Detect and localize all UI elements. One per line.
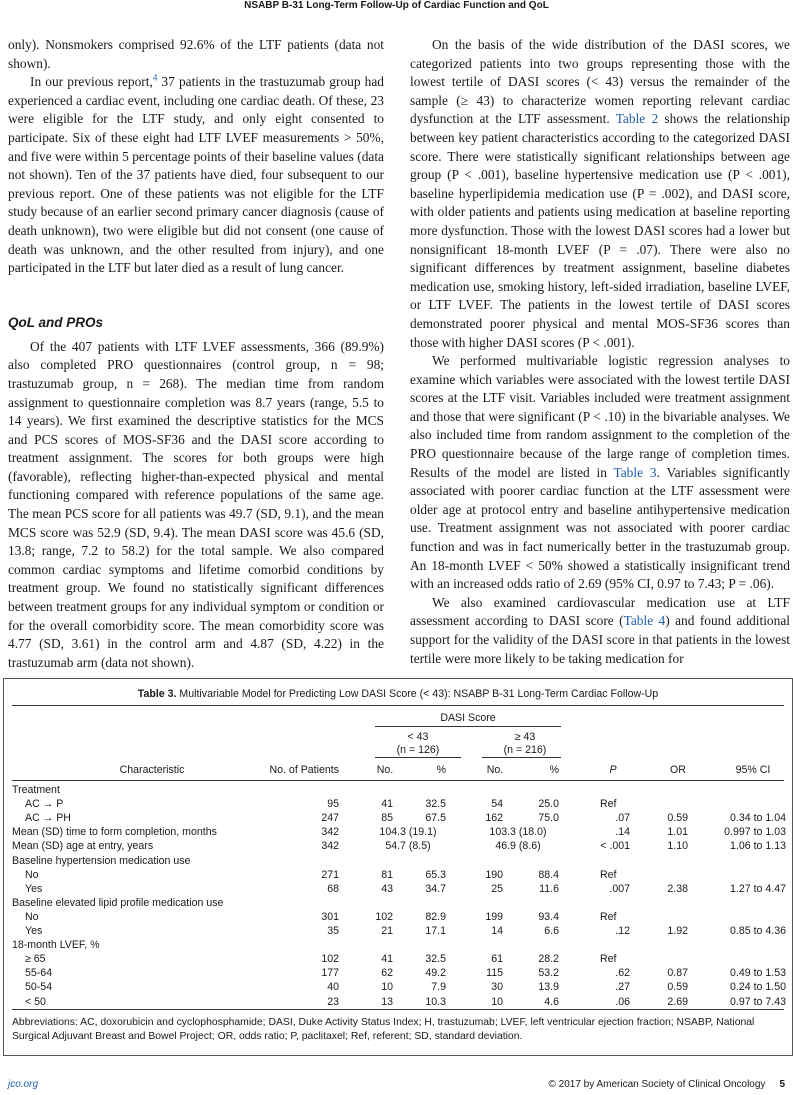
table-cell: 0.97 to 7.43 <box>730 995 786 1008</box>
row-label: Mean (SD) age at entry, years <box>12 840 154 853</box>
table-cell: .007 <box>609 882 630 895</box>
table-cell: 7.9 <box>431 981 446 994</box>
footer-copyright <box>549 1079 785 1090</box>
paragraph <box>8 73 384 278</box>
table-cell: 14 <box>491 925 503 937</box>
table-cell: 190 <box>485 868 503 881</box>
table-cell: 342 <box>321 840 339 853</box>
copyright-text: © 2017 by American Society of Clinical Oncology <box>548 1079 766 1090</box>
paragraph-text: In our previous report, <box>30 74 153 90</box>
table-cell: 88.4 <box>538 868 559 881</box>
table-cell: 62 <box>381 967 393 980</box>
table-cell: 10 <box>381 981 393 994</box>
row-label: Yes <box>25 882 43 895</box>
table-cell: 104.3 (19.1) <box>379 826 437 839</box>
table-cell: .07 <box>615 812 630 825</box>
table-cell: .62 <box>615 967 630 980</box>
table-cell: 23 <box>327 995 339 1008</box>
table-cell: 2.69 <box>667 995 688 1008</box>
paragraph-text: We also examined cardiovascular medication use at LTF assessment according to DASI score ( <box>410 594 790 629</box>
table-cell: 103.3 (18.0) <box>489 826 547 839</box>
table-cell: Ref <box>600 953 617 966</box>
running-head: NSABP B-31 Long-Term Follow-Up of Cardiac Function and QoL <box>244 0 549 11</box>
table-3-link[interactable]: Table 3 <box>613 464 657 480</box>
left-column <box>8 36 384 672</box>
table-rule <box>12 780 784 781</box>
group-ge43: ≥ 43 <box>514 731 536 743</box>
column-header: Characteristic <box>119 764 185 776</box>
row-label: Mean (SD) time to form completion, months <box>12 826 217 839</box>
table-label: Table 3. <box>137 688 177 700</box>
row-label: AC → PH <box>25 812 71 825</box>
group-ge43-n: (n = 216) <box>503 744 547 756</box>
table-cell: 13 <box>381 995 393 1008</box>
table-rule <box>12 1009 784 1010</box>
reference-link[interactable]: 4 <box>152 72 158 83</box>
table-rule <box>375 757 461 758</box>
paragraph <box>410 594 790 668</box>
section-heading: QoL and PROs <box>8 314 104 330</box>
table-cell: 28.2 <box>538 953 559 966</box>
table-cell: 0.85 to 4.36 <box>730 925 786 937</box>
table-cell: 17.1 <box>425 925 446 937</box>
table-cell: 102 <box>375 910 393 923</box>
table-3 <box>3 678 793 1056</box>
table-cell: 6.6 <box>544 925 559 937</box>
table-cell: 61 <box>491 953 503 966</box>
row-label: AC → P <box>25 798 64 811</box>
table-cell: 1.92 <box>667 925 688 937</box>
table-cell: 1.01 <box>667 826 688 839</box>
table-cell: 247 <box>321 812 339 825</box>
table-cell: 13.9 <box>538 981 559 994</box>
paragraph-text: We performed multivariable logistic regression analyses to examine which variables were associated with the lowest tertile DASI scores at the LTF visit. Variables included were treatment assignment and those that were significant (P < .10) in the bivariable analyses. We also included time from random assignment to the completion of the PRO questionnaire because of the large range of completion times. Results of the model are listed in <box>410 353 790 480</box>
row-label: Baseline elevated lipid profile medication use <box>12 896 224 909</box>
row-label: 50-54 <box>25 981 53 994</box>
column-header: No. <box>486 764 504 776</box>
table-cell: 1.27 to 4.47 <box>730 882 786 895</box>
page-number: 5 <box>779 1079 785 1090</box>
paragraph-text: ) and found additional support for the validity of the DASI score in that patients in the lowest tertile were more likely to be taking medication for <box>410 613 790 666</box>
table-cell: 46.9 (8.6) <box>495 840 541 853</box>
table-cell: .06 <box>615 995 630 1008</box>
table-cell: 65.3 <box>425 868 446 881</box>
table-cell: 10 <box>491 995 503 1008</box>
table-cell: 49.2 <box>425 967 446 980</box>
table-cell: 162 <box>485 812 503 825</box>
right-column <box>410 36 790 668</box>
table-2-link[interactable]: Table 2 <box>615 111 659 127</box>
table-cell: 0.24 to 1.50 <box>730 981 786 994</box>
table-cell: 115 <box>486 967 503 980</box>
table-cell: 32.5 <box>425 798 446 811</box>
table-cell: 1.10 <box>667 840 688 853</box>
table-cell: 177 <box>321 967 339 980</box>
table-cell: 35 <box>327 925 339 937</box>
paragraph: only). Nonsmokers comprised 92.6% of the LTF patients (data not shown). <box>8 37 384 71</box>
paragraph-text: shows the relationship between key patient characteristics according to the categorized DASI score. There were statistically significant relationships between age group (P < .001), baseline hypertensive medication use (P < .001), baseline hyperlipidemia medication use (P = .002), and DASI score, with older patients and patients using medication at baseline reporting more dysfunction. Those with the lowest DASI scores had a lower but nonsignificant 18-month LVEF (P = .07). There were also no significant differences by treatment assignment, baseline diabetes medication use, smoking history, left-sided irradiation, baseline LVEF, or LTF LVEF. The patients in the lowest tertile of DASI scores demonstrated poorer physical and mental MOS-SF36 scores than those with higher DASI scores (P < .001). <box>410 111 790 350</box>
table-cell: 93.4 <box>538 910 559 923</box>
table-cell: 41 <box>381 953 393 966</box>
table-cell: 0.49 to 1.53 <box>730 967 786 980</box>
table-cell: 0.34 to 1.04 <box>730 812 786 825</box>
paragraph <box>410 36 790 352</box>
table-cell: 11.6 <box>539 882 559 895</box>
paragraph-text: . Variables significantly associated with poorer cardiac function at the LTF assessment were older age at protocol entry and baseline antihypertensive medication use. Treatment assignment was not associated with poorer cardiac function and was in fact numerically better in the trastuzumab group. An 18-month LVEF < 50% showed a statistically insignificant trend with an increased odds ratio of 2.69 (95% CI, 0.97 to 7.43; P = .06). <box>410 464 790 592</box>
table-cell: 82.9 <box>425 910 446 923</box>
table-cell: .14 <box>615 826 630 839</box>
table-cell: 43 <box>381 882 393 895</box>
column-header: % <box>549 764 559 776</box>
table-cell: 68 <box>327 882 339 895</box>
table-cell: < .001 <box>600 840 630 853</box>
table-rule <box>12 705 784 706</box>
table-cell: Ref <box>600 868 617 881</box>
paragraph: Of the 407 patients with LTF LVEF assessments, 366 (89.9%) also completed PRO questionnaires (control group, n = 98; trastuzumab group, n = 268). The median time from random assignment to questionnaire completion was 8.7 years (range, 5.5 to 14 years). We first examined the descriptive statistics for the MCS and PCS scores of MOS-SF36 and the DASI score according to treatment assignment. The scores for both groups were high (favorable), reflecting higher-than-expected physical and mental functioning compared with reference populations of the same age. The mean PCS score for all patients was 49.7 (SD, 9.1), and the mean MCS score was 52.9 (SD, 9.4). The mean DASI score was 45.6 (SD, 13.8; range, 7.2 to 58.2) for the total sample. We also compared common cardiac symptoms and lifetime comorbid conditions by treatment group. We found no statistically significant differences between treatment groups for any individual symptom or condition or for the overall comorbidity score. The mean comorbidity score was 4.77 (SD, 3.61) in the control arm and 4.87 (SD, 4.22) in the trastuzumab arm (data not shown). <box>8 338 384 670</box>
row-label: 18-month LVEF, % <box>12 939 100 952</box>
row-label: No <box>25 868 39 881</box>
table-cell: Ref <box>600 798 617 811</box>
column-header: No. <box>376 764 394 776</box>
table-cell: 1.06 to 1.13 <box>730 840 786 853</box>
table-cell: 40 <box>327 981 339 994</box>
table-cell: 4.6 <box>544 995 559 1008</box>
paragraph-text: 37 patients in the trastuzumab group had experienced a cardiac event, including one cardiac death. Of these, 23 were eligible for the LTF study, and only eight consented to participate. Six of these eight had LTF LVEF measurements > 50%, and five were within 5 percentage points of their baseline values (data not shown). Ten of the 37 patients have died, four subsequent to our previous report. One of these patients was not eligible for the LTF study because of an earlier second primary cancer diagnosis (cause of death unknown), two were eligible but did not consent (one cause of death was unknown, and the other resulted from injury), and one participated in the LTF but later died as a result of lung cancer. <box>8 74 384 276</box>
table-title <box>4 687 792 701</box>
table-cell: 271 <box>321 868 339 881</box>
table-4-link[interactable]: Table 4 <box>623 613 666 629</box>
row-label: Baseline hypertension medication use <box>12 854 191 867</box>
table-cell: .12 <box>615 925 630 937</box>
table-cell: 53.2 <box>538 967 559 980</box>
table-rule <box>375 726 561 727</box>
table-cell: 0.59 <box>667 812 688 825</box>
column-header: OR <box>670 764 686 776</box>
dasi-score-header: DASI Score <box>440 712 496 724</box>
table-footnote: Abbreviations: AC, doxorubicin and cyclophosphamide; DASI, Duke Activity Status Index; H, trastuzumab; LVEF, left ventricular ejection fraction; NSABP, National Surgical Adjuvant Breast and Bowel Project; OR, odds ratio; P, paclitaxel; Ref, referent; SD, standard deviation. <box>12 1017 755 1042</box>
paragraph-text: On the basis of the wide distribution of the DASI scores, we categorized patients into two groups representing those with the lowest tertile of DASI scores (< 43) versus the remainder of the sample (≥ 43) to characterize women reporting relevant cardiac dysfunction at the LTF assessment. <box>410 37 790 127</box>
row-label: Yes <box>25 925 43 937</box>
group-lt43-n: (n = 126) <box>396 744 440 756</box>
table-cell: .27 <box>615 981 630 994</box>
table-caption: Multivariable Model for Predicting Low DASI Score (< 43): NSABP B-31 Long-Term Cardiac Follow-Up <box>176 688 659 700</box>
table-cell: 41 <box>381 798 393 811</box>
table-cell: 0.59 <box>667 981 688 994</box>
table-cell: 54.7 (8.5) <box>385 840 431 853</box>
row-label: No <box>25 910 39 923</box>
table-cell: 10.3 <box>425 995 446 1008</box>
table-cell: 25.0 <box>538 798 559 811</box>
row-label: ≥ 65 <box>25 953 46 966</box>
row-label: Treatment <box>12 784 60 796</box>
table-cell: 32.5 <box>425 953 446 966</box>
column-header: 95% CI <box>735 764 771 776</box>
table-cell: 0.87 <box>667 967 688 980</box>
row-label: < 50 <box>25 995 46 1008</box>
table-cell: Ref <box>600 910 617 923</box>
group-lt43: < 43 <box>407 731 429 743</box>
table-cell: 30 <box>491 981 503 994</box>
table-cell: 67.5 <box>425 812 446 825</box>
row-label: 55-64 <box>25 967 53 980</box>
journal-site-link[interactable]: jco.org <box>8 1079 39 1090</box>
column-header: No. of Patients <box>269 764 339 776</box>
table-cell: 342 <box>321 826 339 839</box>
table-cell: 54 <box>491 798 503 811</box>
table-cell: 85 <box>381 812 393 825</box>
column-header: % <box>436 764 446 776</box>
table-cell: 34.7 <box>425 882 446 895</box>
table-cell: 75.0 <box>538 812 559 825</box>
table-cell: 0.997 to 1.03 <box>724 826 786 839</box>
table-cell: 2.38 <box>667 882 688 895</box>
table-cell: 199 <box>485 910 503 923</box>
table-cell: 102 <box>321 953 339 966</box>
table-cell: 81 <box>381 868 393 881</box>
table-rule <box>482 757 561 758</box>
paragraph <box>410 352 790 594</box>
table-cell: 301 <box>321 910 339 923</box>
table-cell: 21 <box>381 925 393 937</box>
column-header: P <box>609 764 617 776</box>
table-cell: 25 <box>491 882 503 895</box>
table-cell: 95 <box>327 798 339 811</box>
